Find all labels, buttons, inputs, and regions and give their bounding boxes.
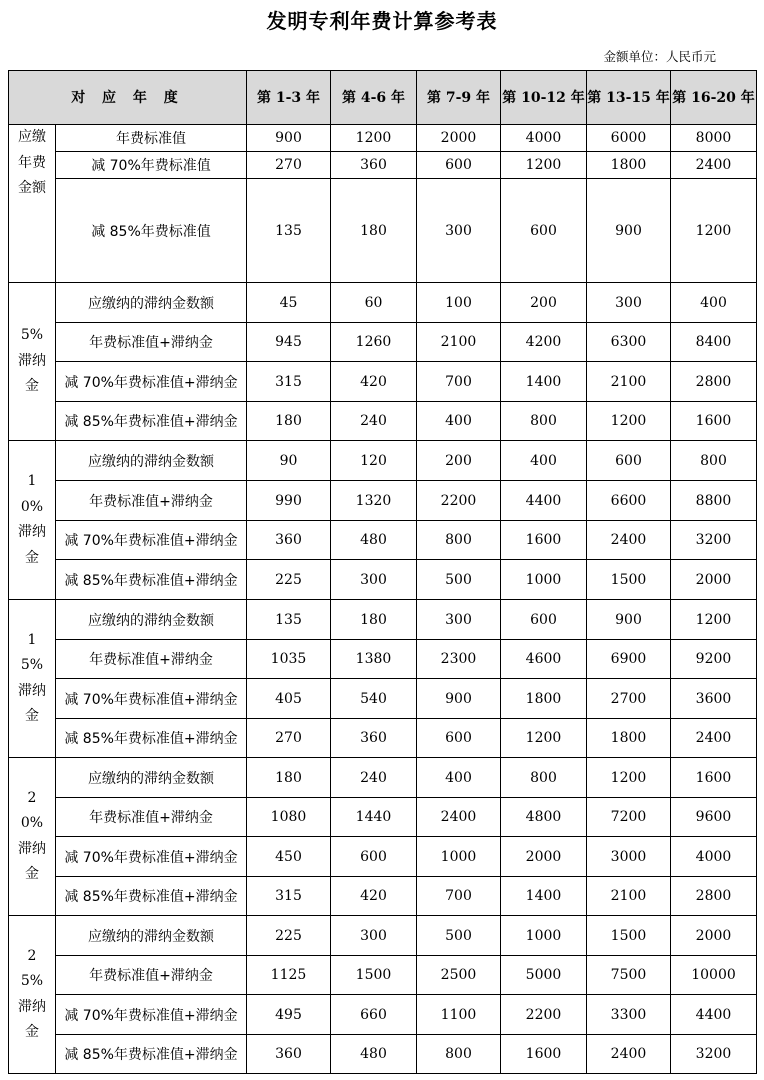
table-row: [9, 283, 757, 323]
group-label: [9, 916, 56, 1074]
fee-value-cell: 315: [247, 877, 331, 916]
table-row: [9, 125, 757, 152]
fee-value-cell: 225: [247, 916, 331, 956]
fee-value-cell: 300: [417, 179, 501, 283]
fee-value-cell: 700: [417, 877, 501, 916]
year-header: 第 4-6 年: [331, 71, 417, 125]
table-row: [9, 916, 757, 956]
fee-value-cell: 300: [417, 600, 501, 640]
fee-value-cell: 2400: [587, 521, 671, 560]
group-label-text: 应缴年费金额: [18, 129, 46, 196]
fee-value-cell: 2400: [671, 152, 757, 179]
row-label: 应缴纳的滞纳金数额: [56, 441, 247, 481]
fee-value-cell: 1125: [247, 956, 331, 995]
fee-value-cell: 2000: [501, 837, 587, 877]
fee-value-cell: 200: [417, 441, 501, 481]
row-label: 减 70%年费标准值+滞纳金: [56, 995, 247, 1035]
fee-value-cell: 4200: [501, 323, 587, 362]
fee-value-cell: 1500: [587, 560, 671, 600]
fee-value-cell: 1500: [587, 916, 671, 956]
year-header: 第 1-3 年: [247, 71, 331, 125]
fee-value-cell: 2500: [417, 956, 501, 995]
fee-value-cell: 1200: [671, 179, 757, 283]
row-label: 年费标准值+滞纳金: [56, 956, 247, 995]
fee-value-cell: 9600: [671, 798, 757, 837]
fee-value-cell: 60: [331, 283, 417, 323]
fee-value-cell: 180: [331, 179, 417, 283]
table-row: [9, 362, 757, 402]
fee-value-cell: 1600: [501, 1035, 587, 1074]
group-label-text: 15%滞纳金: [18, 631, 46, 724]
fee-value-cell: 4000: [671, 837, 757, 877]
fee-value-cell: 2400: [587, 1035, 671, 1074]
fee-value-cell: 405: [247, 679, 331, 719]
fee-value-cell: 1600: [671, 402, 757, 441]
fee-value-cell: 3600: [671, 679, 757, 719]
fee-value-cell: 1600: [671, 758, 757, 798]
fee-value-cell: 4400: [501, 481, 587, 521]
row-label: 年费标准值+滞纳金: [56, 323, 247, 362]
fee-value-cell: 495: [247, 995, 331, 1035]
fee-value-cell: 2100: [587, 877, 671, 916]
corresponding-year-header: 对 应 年 度: [9, 71, 247, 125]
row-label: 年费标准值+滞纳金: [56, 798, 247, 837]
table-body: [9, 125, 757, 1074]
fee-value-cell: 100: [417, 283, 501, 323]
fee-value-cell: 1035: [247, 640, 331, 679]
fee-value-cell: 4000: [501, 125, 587, 152]
table-row: [9, 640, 757, 679]
fee-value-cell: 1260: [331, 323, 417, 362]
fee-value-cell: 1200: [587, 402, 671, 441]
fee-value-cell: 315: [247, 362, 331, 402]
annual-fee-table: [8, 70, 757, 1074]
table-row: [9, 995, 757, 1035]
fee-value-cell: 1000: [501, 916, 587, 956]
fee-value-cell: 3200: [671, 521, 757, 560]
fee-value-cell: 10000: [671, 956, 757, 995]
fee-value-cell: 360: [247, 1035, 331, 1074]
fee-value-cell: 900: [417, 679, 501, 719]
fee-value-cell: 2000: [417, 125, 501, 152]
fee-value-cell: 8800: [671, 481, 757, 521]
group-label: [9, 125, 56, 283]
fee-value-cell: 300: [331, 916, 417, 956]
fee-value-cell: 800: [671, 441, 757, 481]
row-label: 减 85%年费标准值+滞纳金: [56, 1035, 247, 1074]
group-label: [9, 441, 56, 600]
fee-value-cell: 600: [331, 837, 417, 877]
fee-value-cell: 1400: [501, 877, 587, 916]
table-row: [9, 600, 757, 640]
fee-value-cell: 5000: [501, 956, 587, 995]
fee-value-cell: 540: [331, 679, 417, 719]
table-row: [9, 323, 757, 362]
fee-value-cell: 90: [247, 441, 331, 481]
fee-value-cell: 6600: [587, 481, 671, 521]
fee-value-cell: 6000: [587, 125, 671, 152]
table-row: [9, 877, 757, 916]
fee-value-cell: 8000: [671, 125, 757, 152]
table-row: [9, 758, 757, 798]
fee-value-cell: 1080: [247, 798, 331, 837]
table-row: [9, 798, 757, 837]
fee-value-cell: 4400: [671, 995, 757, 1035]
fee-value-cell: 420: [331, 362, 417, 402]
row-label: 减 70%年费标准值+滞纳金: [56, 362, 247, 402]
row-label: 减 85%年费标准值+滞纳金: [56, 877, 247, 916]
group-label-text: 5%滞纳金: [18, 327, 46, 395]
fee-value-cell: 1000: [417, 837, 501, 877]
fee-value-cell: 450: [247, 837, 331, 877]
fee-value-cell: 2000: [671, 560, 757, 600]
fee-value-cell: 600: [417, 152, 501, 179]
table-row: [9, 402, 757, 441]
row-label: 应缴纳的滞纳金数额: [56, 600, 247, 640]
table-row: [9, 719, 757, 758]
fee-value-cell: 480: [331, 1035, 417, 1074]
table-row: [9, 521, 757, 560]
fee-value-cell: 1200: [331, 125, 417, 152]
row-label: 减 70%年费标准值+滞纳金: [56, 679, 247, 719]
fee-value-cell: 600: [587, 441, 671, 481]
fee-value-cell: 400: [417, 758, 501, 798]
fee-value-cell: 240: [331, 402, 417, 441]
table-row: [9, 837, 757, 877]
row-label: 年费标准值+滞纳金: [56, 481, 247, 521]
table-row: [9, 560, 757, 600]
fee-value-cell: 1200: [587, 758, 671, 798]
fee-value-cell: 3200: [671, 1035, 757, 1074]
row-label: 年费标准值+滞纳金: [56, 640, 247, 679]
fee-value-cell: 480: [331, 521, 417, 560]
fee-value-cell: 9200: [671, 640, 757, 679]
fee-value-cell: 900: [587, 600, 671, 640]
fee-value-cell: 500: [417, 916, 501, 956]
header-row: [9, 71, 757, 125]
row-label: 减 70%年费标准值: [56, 152, 247, 179]
fee-value-cell: 400: [501, 441, 587, 481]
page-title: 发明专利年费计算参考表: [266, 9, 498, 33]
fee-value-cell: 1800: [501, 679, 587, 719]
fee-value-cell: 4600: [501, 640, 587, 679]
fee-value-cell: 1200: [501, 152, 587, 179]
fee-value-cell: 1200: [501, 719, 587, 758]
row-label: 减 70%年费标准值+滞纳金: [56, 521, 247, 560]
fee-value-cell: 120: [331, 441, 417, 481]
fee-value-cell: 1400: [501, 362, 587, 402]
table-row: [9, 152, 757, 179]
fee-value-cell: 400: [417, 402, 501, 441]
fee-value-cell: 600: [417, 719, 501, 758]
fee-value-cell: 180: [247, 758, 331, 798]
group-label: [9, 600, 56, 758]
fee-value-cell: 800: [501, 402, 587, 441]
fee-value-cell: 1200: [671, 600, 757, 640]
fee-value-cell: 660: [331, 995, 417, 1035]
fee-value-cell: 2400: [417, 798, 501, 837]
fee-value-cell: 2800: [671, 877, 757, 916]
row-label: 减 85%年费标准值+滞纳金: [56, 402, 247, 441]
fee-value-cell: 2200: [501, 995, 587, 1035]
table-row: [9, 179, 757, 283]
fee-value-cell: 1000: [501, 560, 587, 600]
fee-value-cell: 6300: [587, 323, 671, 362]
row-label: 减 85%年费标准值+滞纳金: [56, 719, 247, 758]
fee-value-cell: 180: [247, 402, 331, 441]
fee-value-cell: 360: [331, 152, 417, 179]
fee-value-cell: 8400: [671, 323, 757, 362]
table-row: [9, 679, 757, 719]
row-label: 减 85%年费标准值: [56, 179, 247, 283]
fee-value-cell: 800: [417, 1035, 501, 1074]
fee-value-cell: 500: [417, 560, 501, 600]
fee-value-cell: 2100: [587, 362, 671, 402]
fee-value-cell: 700: [417, 362, 501, 402]
fee-value-cell: 900: [247, 125, 331, 152]
fee-value-cell: 1600: [501, 521, 587, 560]
group-label: [9, 283, 56, 441]
fee-value-cell: 400: [671, 283, 757, 323]
fee-value-cell: 2400: [671, 719, 757, 758]
fee-value-cell: 1440: [331, 798, 417, 837]
group-label-text: 10%滞纳金: [18, 473, 46, 566]
fee-value-cell: 200: [501, 283, 587, 323]
fee-value-cell: 1100: [417, 995, 501, 1035]
row-label: 年费标准值: [56, 125, 247, 152]
fee-value-cell: 945: [247, 323, 331, 362]
fee-value-cell: 3000: [587, 837, 671, 877]
fee-value-cell: 270: [247, 719, 331, 758]
fee-value-cell: 2100: [417, 323, 501, 362]
fee-value-cell: 300: [331, 560, 417, 600]
fee-value-cell: 180: [331, 600, 417, 640]
fee-value-cell: 600: [501, 600, 587, 640]
fee-value-cell: 300: [587, 283, 671, 323]
fee-value-cell: 2700: [587, 679, 671, 719]
fee-value-cell: 360: [331, 719, 417, 758]
fee-value-cell: 6900: [587, 640, 671, 679]
group-label-text: 20%滞纳金: [18, 789, 46, 882]
year-header: 第 7-9 年: [417, 71, 501, 125]
fee-value-cell: 2200: [417, 481, 501, 521]
year-header: 第 13-15 年: [587, 71, 671, 125]
fee-value-cell: 360: [247, 521, 331, 560]
row-label: 减 70%年费标准值+滞纳金: [56, 837, 247, 877]
group-label: [9, 758, 56, 916]
fee-value-cell: 990: [247, 481, 331, 521]
fee-value-cell: 7500: [587, 956, 671, 995]
fee-value-cell: 1800: [587, 152, 671, 179]
table-row: [9, 956, 757, 995]
fee-value-cell: 1500: [331, 956, 417, 995]
fee-value-cell: 800: [501, 758, 587, 798]
table-row: [9, 441, 757, 481]
fee-value-cell: 240: [331, 758, 417, 798]
fee-value-cell: 135: [247, 179, 331, 283]
fee-value-cell: 2800: [671, 362, 757, 402]
fee-value-cell: 2300: [417, 640, 501, 679]
fee-value-cell: 270: [247, 152, 331, 179]
row-label: 应缴纳的滞纳金数额: [56, 758, 247, 798]
fee-value-cell: 1800: [587, 719, 671, 758]
row-label: 应缴纳的滞纳金数额: [56, 283, 247, 323]
fee-value-cell: 1320: [331, 481, 417, 521]
year-header: 第 10-12 年: [501, 71, 587, 125]
currency-unit-note: 金额单位：人民币元: [603, 49, 716, 64]
fee-value-cell: 800: [417, 521, 501, 560]
fee-value-cell: 900: [587, 179, 671, 283]
row-label: 减 85%年费标准值+滞纳金: [56, 560, 247, 600]
row-label: 应缴纳的滞纳金数额: [56, 916, 247, 956]
fee-value-cell: 135: [247, 600, 331, 640]
fee-value-cell: 225: [247, 560, 331, 600]
fee-value-cell: 7200: [587, 798, 671, 837]
fee-value-cell: 45: [247, 283, 331, 323]
fee-value-cell: 2000: [671, 916, 757, 956]
table-row: [9, 481, 757, 521]
fee-value-cell: 600: [501, 179, 587, 283]
fee-value-cell: 4800: [501, 798, 587, 837]
fee-value-cell: 420: [331, 877, 417, 916]
fee-value-cell: 1380: [331, 640, 417, 679]
group-label-text: 25%滞纳金: [18, 947, 46, 1040]
year-header: 第 16-20 年: [671, 71, 757, 125]
fee-value-cell: 3300: [587, 995, 671, 1035]
table-row: [9, 1035, 757, 1074]
